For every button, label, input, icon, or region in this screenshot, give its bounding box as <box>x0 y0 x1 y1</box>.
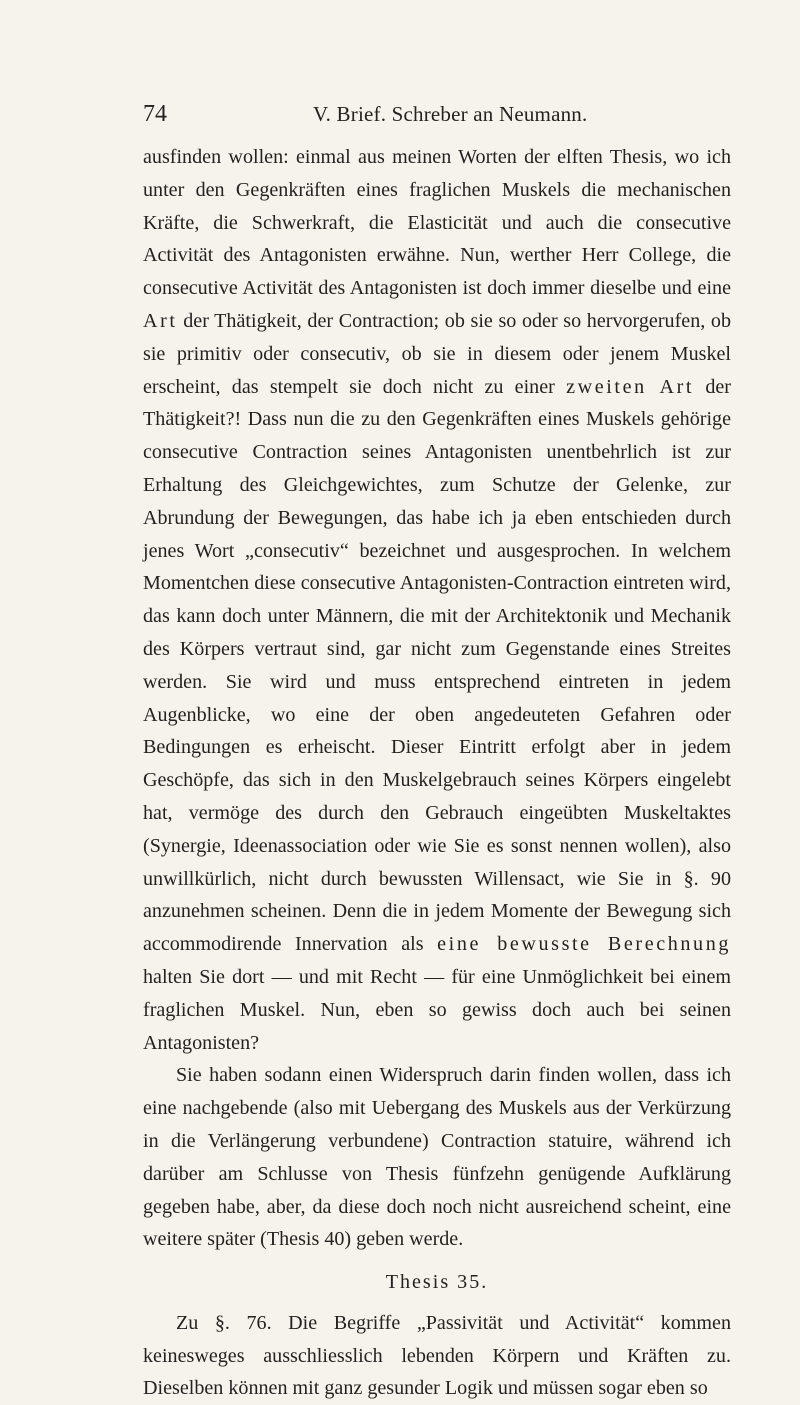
paragraph-1-text-d: halten Sie dort — und mit Recht — für eine Unmöglichkeit bei einem fraglichen Muskel. Nun, eben so gewiss doch auch bei seinen Antagonisten? <box>143 965 731 1054</box>
body-text <box>143 141 731 1405</box>
emphasis-bewusste-berechnung: eine bewusste Berechnung <box>437 933 731 956</box>
running-head <box>143 98 733 130</box>
paragraph-3: Zu §. 76. Die Begriffe „Passivität und Activität“ kommen keinesweges ausschliesslich lebenden Körpern und Kräften zu. Dieselben können mit ganz gesunder Logik und müssen sogar eben so <box>143 1311 731 1400</box>
paragraph-2: Sie haben sodann einen Widerspruch darin finden wollen, dass ich eine nachgebende (also mit Uebergang des Muskels aus der Verkürzung in die Verlängerung verbundene) Contraction statuire, während ich darüber am Schlusse von Thesis fünfzehn genügende Aufklärung gegeben habe, aber, da diese doch noch nicht ausreichend scheint, eine weitere später (Thesis 40) geben werde. <box>143 1064 731 1251</box>
running-head-title: V. Brief. Schreber an Neumann. <box>313 102 588 126</box>
emphasis-zweiten-art: zweiten Art <box>566 375 695 398</box>
emphasis-art: Art <box>143 309 178 332</box>
section-heading: Thesis 35. <box>385 1271 489 1294</box>
paragraph-1-text-b: der Thätigkeit, der Contraction; ob sie so oder so hervorgerufen, ob sie primitiv oder consecutiv, ob sie in diesem oder jenem Muskel erscheint, das stempelt sie doch nicht zu einer <box>143 309 731 398</box>
paragraph-1-text-c: der Thätigkeit?! Dass nun die zu den Gegenkräften eines Muskels gehörige consecutive Contraction seines Antagonisten unentbehrlich ist zur Erhaltung des Gleichgewichtes, zum Schutze der Gelenke, zur Abrundung der Bewegungen, das habe ich ja eben entschieden durch jenes Wort „consecutiv“ bezeichnet und ausgesprochen. In welchem Momentchen diese consecutive Antagonisten-Contraction eintreten wird, das kann doch unter Männern, die mit der Architektonik und Mechanik des Körpers vertraut sind, gar nicht zum Gegenstande eines Streites werden. Sie wird und muss entsprechend eintreten in jedem Augenblicke, wo eine der oben angedeuteten Gefahren oder Bedingungen es erheischt. Dieser Eintritt erfolgt aber in jedem Geschöpfe, das sich in den Muskelgebrauch seines Körpers eingelebt hat, vermöge des durch den Gebrauch eingeübten Muskeltaktes (Synergie, Ideenassociation oder wie Sie es sonst nennen wollen), also unwillkürlich, nicht durch bewussten Willensact, wie Sie in §. 90 anzunehmen scheinen. Denn die in jedem Momente der Bewegung sich accommodirende Innervation als <box>143 375 731 956</box>
paragraph-1-text-a: ausfinden wollen: einmal aus meinen Worten der elften Thesis, wo ich unter den Gegenkräften eines fraglichen Muskels die mechanischen Kräfte, die Schwerkraft, die Elasticität und auch die consecutive Activität des Antagonisten erwähne. Nun, werther Herr College, die consecutive Activität des Antagonisten ist doch immer dieselbe und eine <box>143 146 731 300</box>
paragraph-1 <box>143 141 731 1059</box>
page-number: 74 <box>143 101 167 127</box>
